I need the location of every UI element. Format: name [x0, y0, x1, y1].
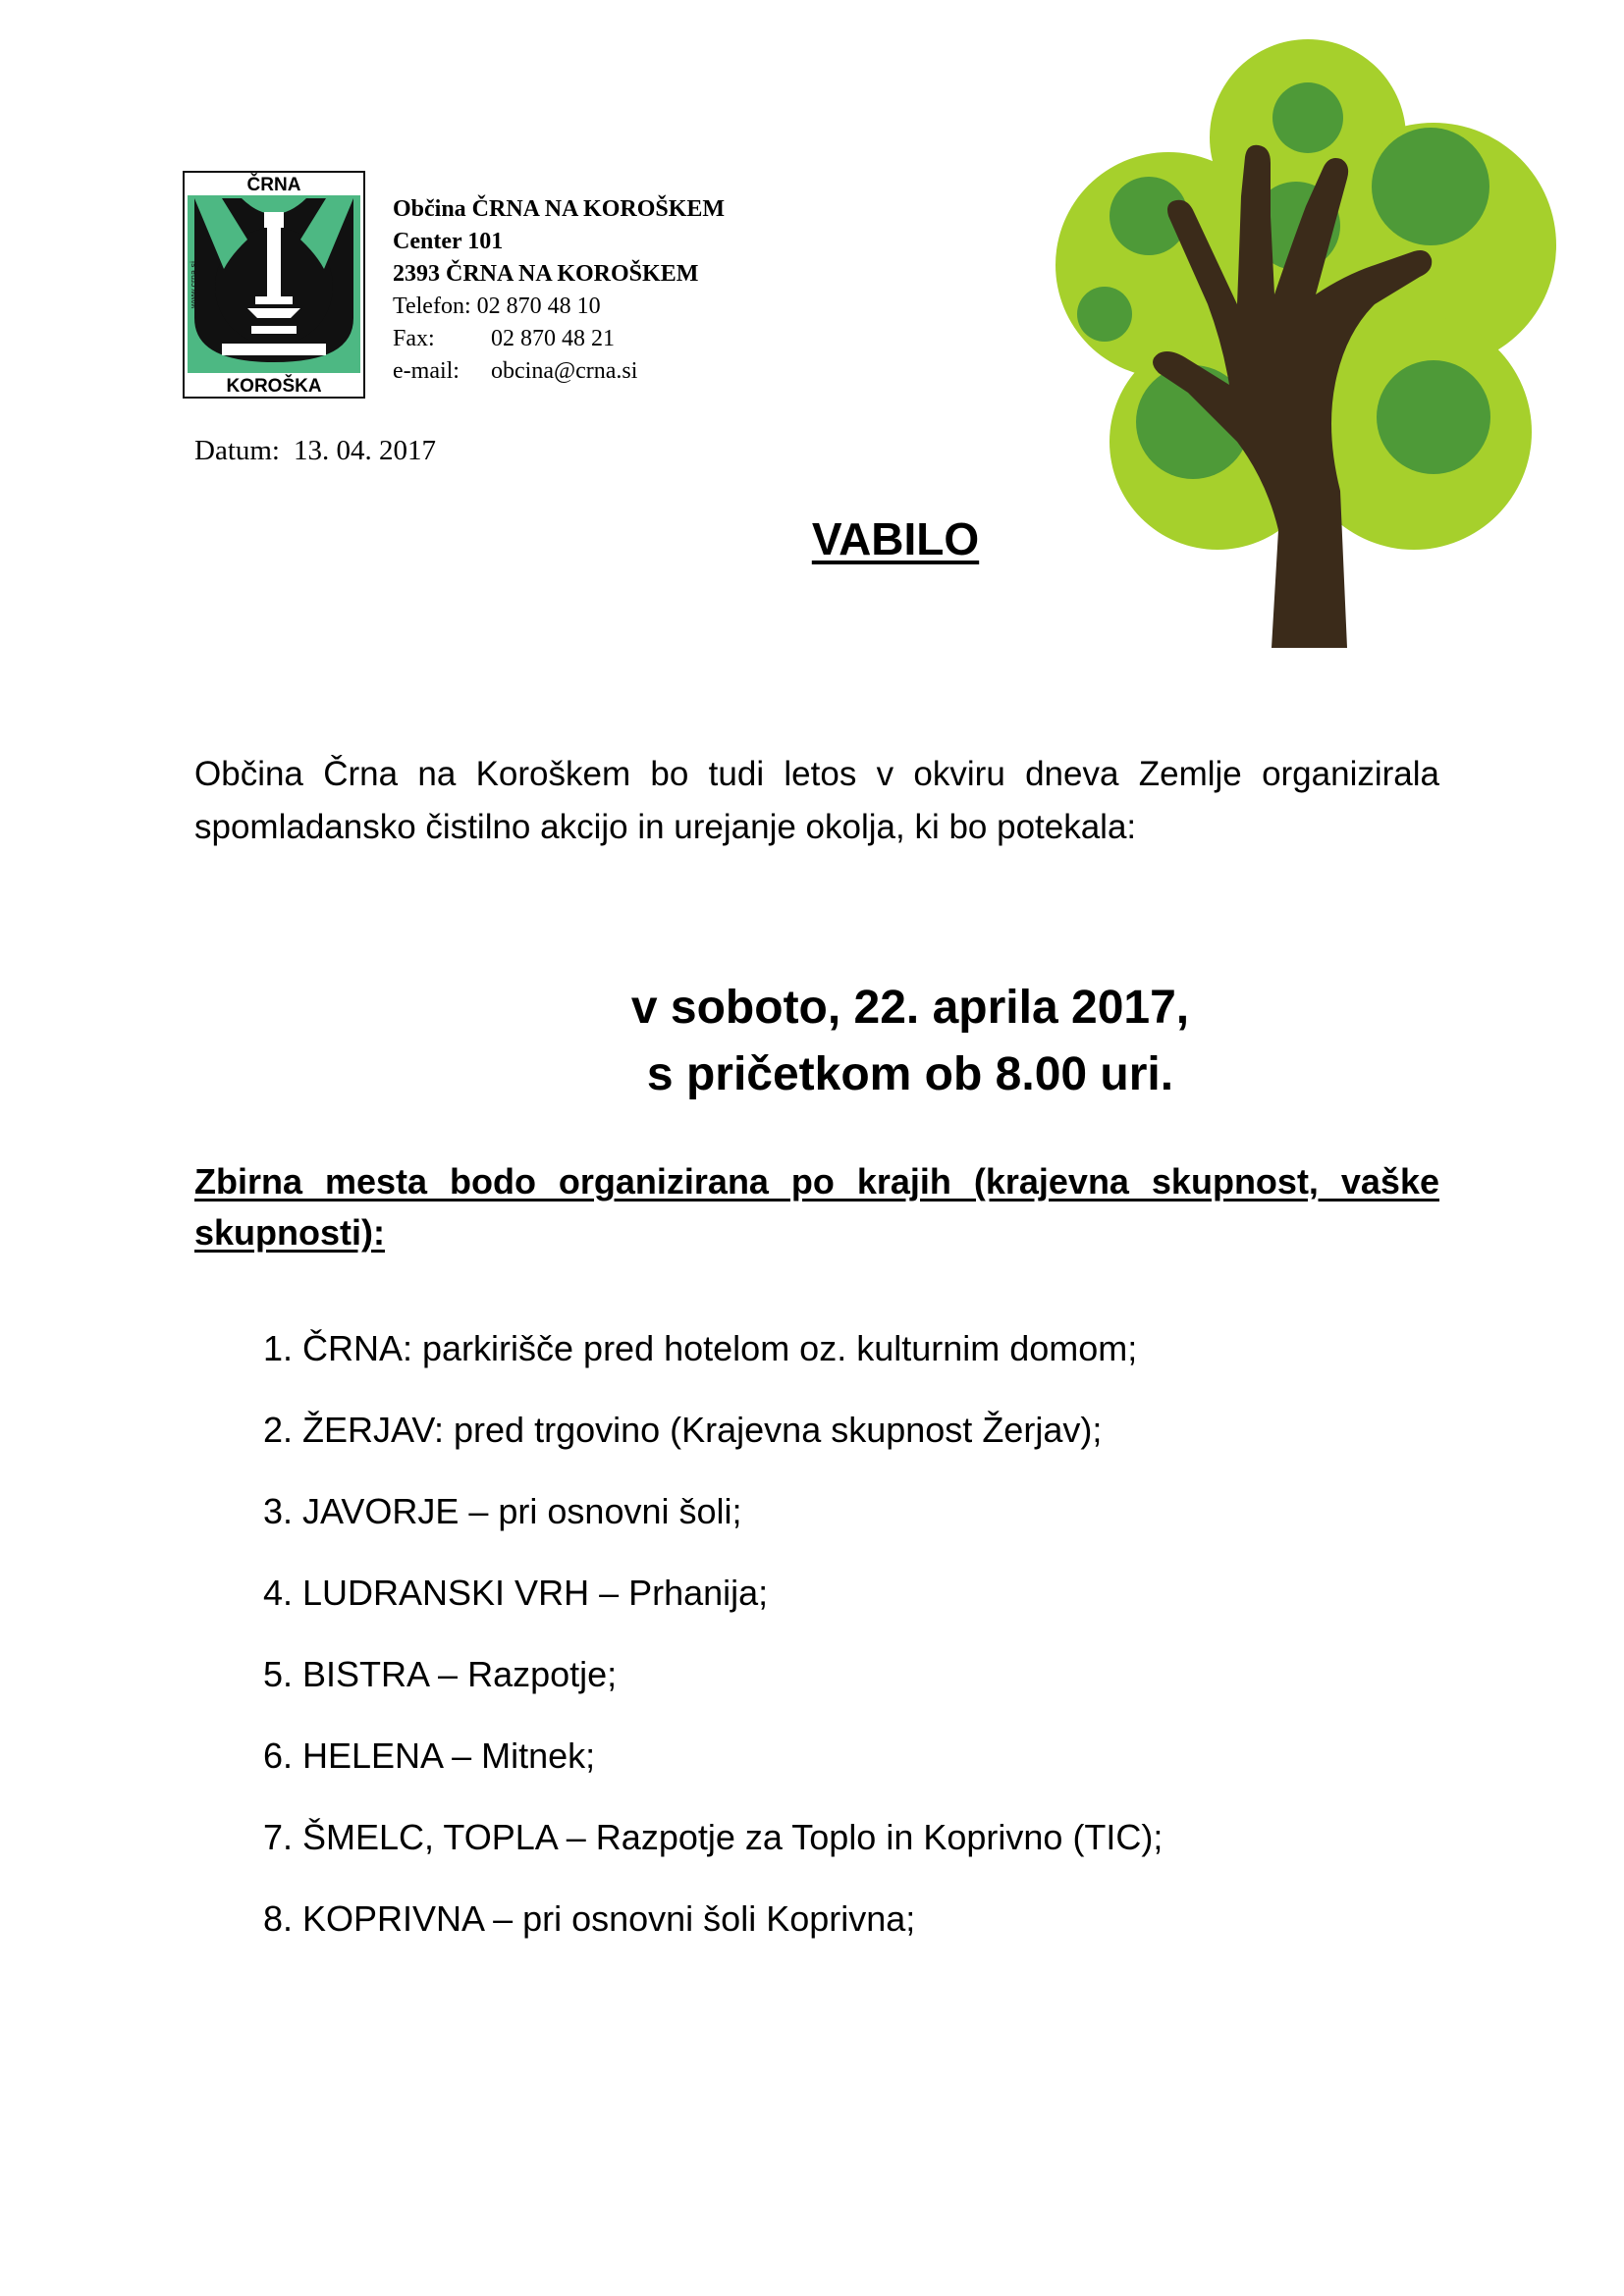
list-item	[242, 1890, 1163, 1971]
places-heading: Zbirna mesta bodo organizirana po krajih (krajevna skupnost, vaške skupnosti):	[194, 1161, 1439, 1253]
list-item	[242, 1401, 1163, 1482]
list-item-text: KOPRIVNA – pri osnovni šoli Koprivna;	[302, 1898, 916, 1939]
list-item-number: 6.	[262, 1735, 293, 1776]
address-fax	[393, 323, 725, 355]
places-list	[242, 1319, 1163, 1971]
event-datetime	[0, 975, 1624, 1108]
address-street: Center 101	[393, 229, 504, 254]
list-item	[242, 1564, 1163, 1645]
list-item-number: 8.	[262, 1898, 293, 1939]
list-item-number: 3.	[262, 1491, 293, 1531]
document-date	[194, 435, 436, 467]
intro-paragraph: Občina Črna na Koroškem bo tudi letos v okviru dneva Zemlje organizirala spomladansko čistilno akcijo in urejanje okolja, ki bo potekala:	[194, 755, 1439, 846]
fax-label: Fax:	[393, 326, 435, 351]
logo-side-text: www.crna.si	[189, 260, 198, 308]
list-item-text: ČRNA: parkirišče pred hotelom oz. kulturnim domom;	[302, 1328, 1138, 1368]
tree-hand-illustration	[1021, 20, 1587, 667]
list-item-text: JAVORJE – pri osnovni šoli;	[302, 1491, 742, 1531]
logo-bottom-text: KOROŠKA	[226, 376, 322, 397]
list-item-text: BISTRA – Razpotje;	[302, 1654, 618, 1694]
list-item-number: 5.	[262, 1654, 293, 1694]
event-time-line: s pričetkom ob 8.00 uri.	[646, 1048, 1174, 1100]
address-email	[393, 355, 725, 388]
list-item	[242, 1482, 1163, 1564]
address-block	[393, 193, 725, 388]
municipality-logo	[183, 171, 365, 399]
fax-value: 02 870 48 21	[491, 326, 615, 351]
page-title: VABILO	[811, 513, 980, 564]
list-item	[242, 1319, 1163, 1401]
logo-top-text: ČRNA	[246, 175, 301, 195]
date-value: 13. 04. 2017	[294, 435, 436, 466]
address-name: Občina ČRNA NA KOROŠKEM	[393, 196, 726, 222]
list-item-number: 2.	[262, 1410, 293, 1450]
date-label: Datum:	[194, 435, 280, 466]
email-value: obcina@crna.si	[491, 358, 638, 384]
list-item-number: 4.	[262, 1573, 293, 1613]
email-label: e-mail:	[393, 358, 460, 384]
list-item-text: ŽERJAV: pred trgovino (Krajevna skupnost Žerjav);	[302, 1410, 1103, 1450]
list-item-number: 7.	[262, 1817, 293, 1857]
list-item-text: ŠMELC, TOPLA – Razpotje za Toplo in Koprivno (TIC);	[302, 1817, 1164, 1857]
list-item	[242, 1727, 1163, 1808]
list-item	[242, 1808, 1163, 1890]
address-phone: Telefon: 02 870 48 10	[393, 294, 601, 319]
list-item-text: HELENA – Mitnek;	[302, 1735, 596, 1776]
event-date-line: v soboto, 22. aprila 2017,	[630, 982, 1190, 1034]
address-city: 2393 ČRNA NA KOROŠKEM	[393, 261, 699, 287]
list-item-number: 1.	[262, 1328, 293, 1368]
list-item	[242, 1645, 1163, 1727]
list-item-text: LUDRANSKI VRH – Prhanija;	[302, 1573, 769, 1613]
